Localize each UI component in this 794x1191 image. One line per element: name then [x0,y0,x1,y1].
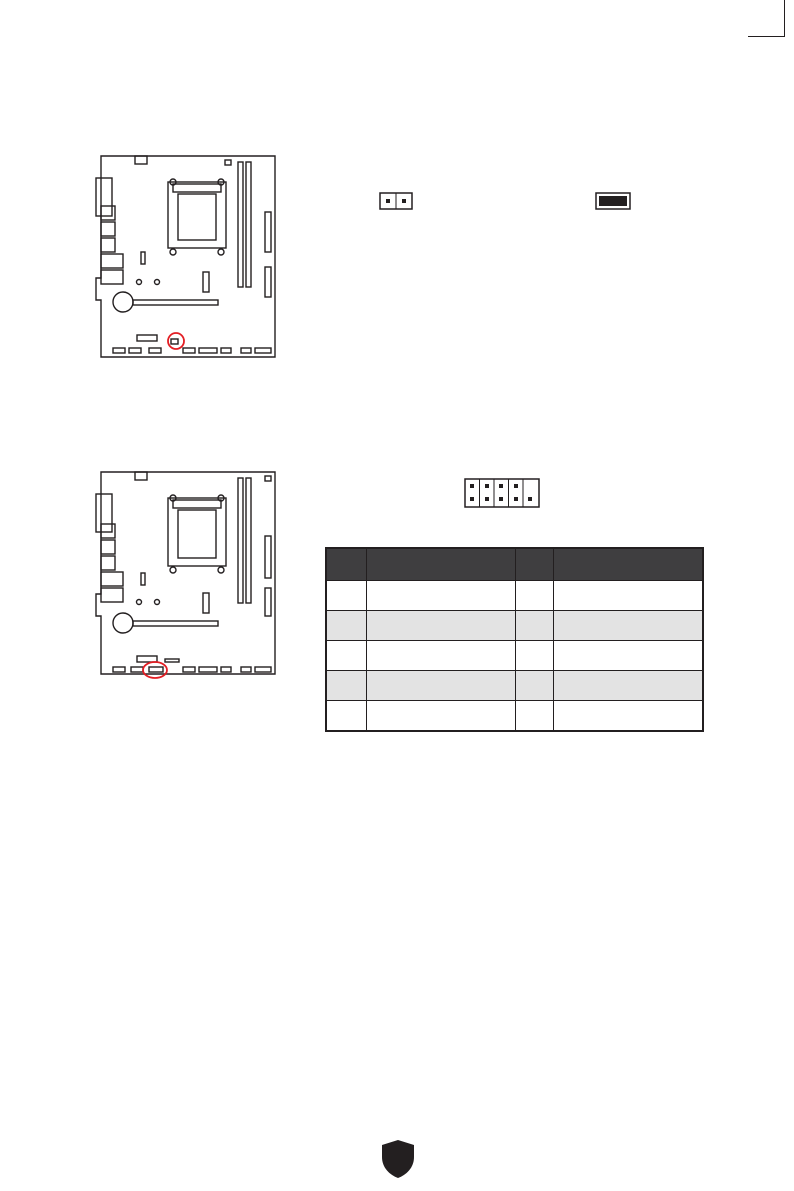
table-cell [366,671,515,701]
motherboard-outline-icon [93,468,279,682]
two-pin-closed-icon [595,192,631,210]
table-cell [515,641,553,671]
table-cell [326,701,366,732]
ten-pin-header-icon [464,478,540,508]
table-cell [326,641,366,671]
table-cell [326,671,366,701]
pin-definition-table [325,547,704,732]
header-cell [553,548,703,581]
motherboard-diagram-2 [93,468,279,682]
crop-mark-vertical [784,0,785,37]
table-cell [366,641,515,671]
table-cell [326,611,366,641]
table-header-row [326,548,703,581]
motherboard-diagram-1 [93,152,279,362]
table-cell [515,611,553,641]
motherboard-outline-icon [93,152,279,362]
table-row [326,611,703,641]
shield-logo-icon [381,1139,415,1184]
header-cell [515,548,553,581]
two-pin-open-icon [379,192,413,210]
crop-mark-horizontal [748,36,784,37]
table-cell [515,671,553,701]
table-row [326,641,703,671]
table-cell [553,611,703,641]
header-cell [366,548,515,581]
table-cell [553,581,703,611]
header-cell [326,548,366,581]
table-cell [366,581,515,611]
table-cell [366,701,515,732]
table-row [326,701,703,732]
table-cell [515,581,553,611]
table-cell [553,641,703,671]
table-cell [326,581,366,611]
table-row [326,671,703,701]
table-cell [553,671,703,701]
table-cell [515,701,553,732]
table-cell [553,701,703,732]
table-row [326,581,703,611]
table-cell [366,611,515,641]
